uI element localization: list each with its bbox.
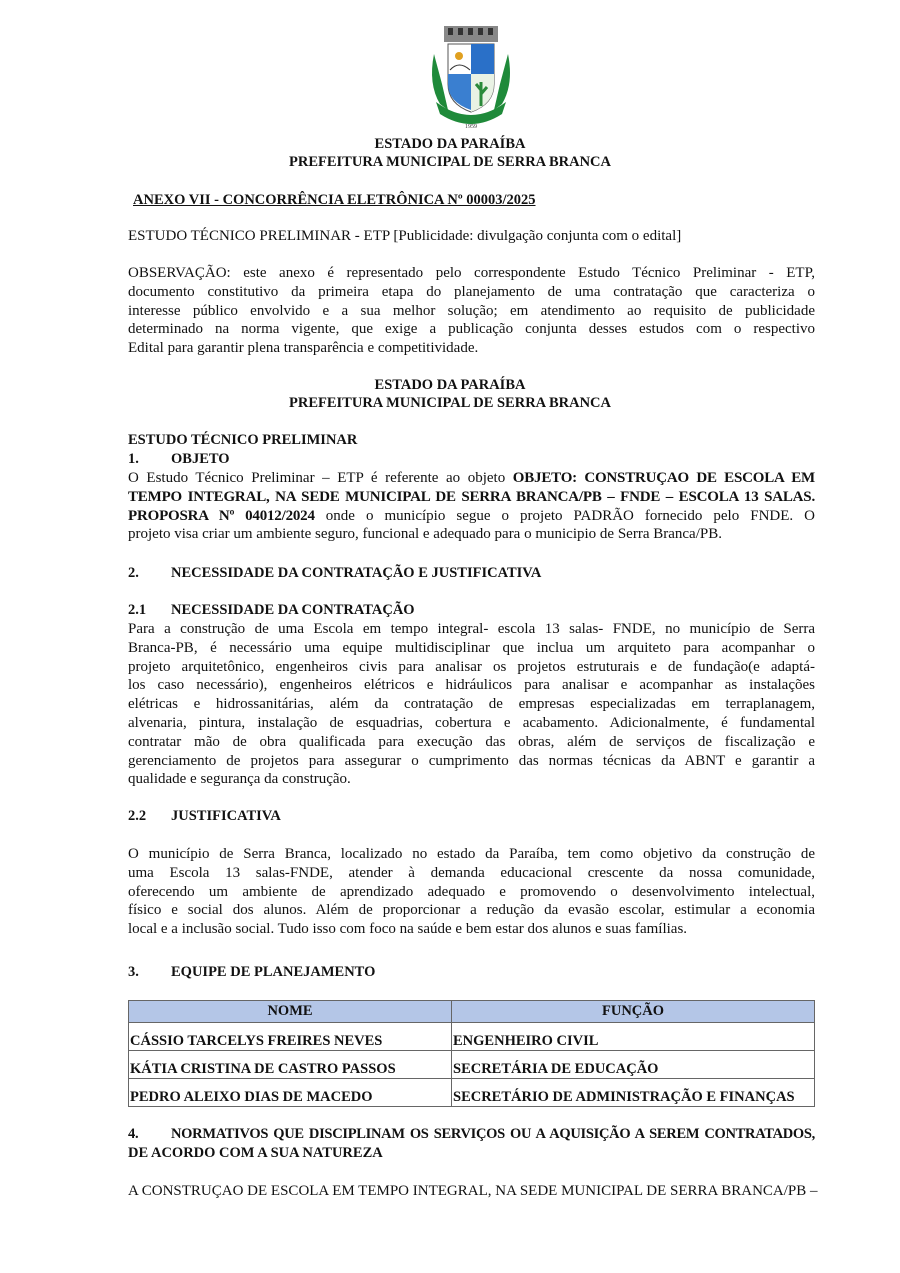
- member-function: ENGENHEIRO CIVIL: [452, 1023, 815, 1051]
- municipal-coat-of-arms-logo: [426, 24, 516, 132]
- header-block-2: [0, 376, 900, 412]
- section-1-paragraph: [128, 469, 815, 544]
- state-name: ESTADO DA PARAÍBA: [374, 136, 526, 152]
- text-line: alvenaria, pintura, instalação de esquadrias, cobertura e acabamento. Adicionalmente, é fundamental: [128, 714, 815, 731]
- etp-title: ESTUDO TÉCNICO PRELIMINAR: [128, 432, 358, 448]
- planning-team-table: [128, 1000, 815, 1107]
- text-line: [128, 469, 815, 488]
- municipality-name: PREFEITURA MUNICIPAL DE SERRA BRANCA: [289, 395, 611, 411]
- bold-text-span: OBJETO: CONSTRUÇAO DE ESCOLA EM: [512, 470, 815, 486]
- text-line: projeto arquitetônico, engenheiros civis para analisar os projetos estruturais e de fundação(e adaptá-: [128, 658, 815, 675]
- text-line: Edital para garantir plena transparência e competitividade.: [128, 340, 479, 357]
- section-2-1-paragraph: [128, 620, 815, 789]
- section-3-heading: [128, 963, 375, 982]
- text-line: Para a construção de uma Escola em tempo integral- escola 13 salas- FNDE, no município de Serra: [128, 621, 815, 637]
- text-line: uma Escola 13 salas-FNDE, atender à demanda educacional crescente da nossa comunidade,: [128, 864, 815, 881]
- text-line: elétricas e hidrossanitárias, além da contratação de empresas especializadas em terraplanagem,: [128, 696, 815, 713]
- column-header-function: FUNÇÃO: [452, 1001, 815, 1023]
- member-name: PEDRO ALEIXO DIAS DE MACEDO: [129, 1079, 452, 1107]
- text-line: físico e social dos alunos. Além de proporcionar a redução da evasão escolar, estimular a economia: [128, 902, 815, 919]
- table-header-row: [129, 1001, 815, 1023]
- annex-title: ANEXO VII - CONCORRÊNCIA ELETRÔNICA Nº 00003/2025: [133, 192, 536, 208]
- section-2-2-paragraph: [128, 845, 815, 939]
- text-line: oferecendo um ambiente de aprendizado adequado e promovendo o desenvolvimento intelectual,: [128, 883, 815, 900]
- text-line: gerenciamento de projetos para assegurar o cumprimento das normas técnicas da ABNT e garantir a: [128, 752, 815, 769]
- header-block-1: [0, 135, 900, 171]
- bold-text-span: TEMPO INTEGRAL, NA SEDE MUNICIPAL DE SERRA BRANCA/PB – FNDE – ESCOLA 13 SALAS.: [128, 488, 815, 505]
- member-name: CÁSSIO TARCELYS FREIRES NEVES: [129, 1023, 452, 1051]
- section-2-2-heading: [128, 807, 281, 826]
- section-title-continued: DE ACORDO COM A SUA NATUREZA: [128, 1144, 383, 1161]
- text-line: local e a inclusão social. Tudo isso com foco na saúde e bem estar dos alunos e suas famílias.: [128, 921, 688, 938]
- text-line: O município de Serra Branca, localizado no estado da Paraíba, tem como objetivo da construção de: [128, 846, 815, 862]
- text-line: determinado na norma vigente, que exige a publicação conjunta desses estudos com o respectivo: [128, 321, 815, 338]
- text-line: contratar mão de obra qualificada para execução das obras, além de serviços de fiscalização e: [128, 733, 815, 750]
- text-line: projeto visa criar um ambiente seguro, funcional e adequado para o municipio de Serra Branca/PB.: [128, 526, 722, 543]
- section-title: JUSTIFICATIVA: [171, 808, 281, 824]
- text-line: interesse público envolvido e a sua melhor solução; em atendimento ao requisito de publicidade: [128, 302, 815, 319]
- section-number: 4.: [128, 1126, 139, 1142]
- member-function: SECRETÁRIO DE ADMINISTRAÇÃO E FINANÇAS: [452, 1079, 815, 1107]
- section-title: NECESSIDADE DA CONTRATAÇÃO E JUSTIFICATIVA: [171, 565, 542, 581]
- text-line: [128, 488, 815, 507]
- section-number: 2.: [128, 565, 139, 581]
- column-header-name: NOME: [129, 1001, 452, 1023]
- table-row: [129, 1079, 815, 1107]
- heading-line: [128, 1125, 815, 1144]
- section-4-heading: [128, 1125, 815, 1163]
- bold-text-span: PROPOSRA Nº 04012/2024: [128, 507, 315, 524]
- text-line: qualidade e segurança da construção.: [128, 771, 351, 788]
- section-2-1-heading: [128, 601, 415, 620]
- section-4-text: A CONSTRUÇAO DE ESCOLA EM TEMPO INTEGRAL, NA SEDE MUNICIPAL DE SERRA BRANCA/PB –: [128, 1183, 818, 1199]
- section-2-heading: [128, 564, 541, 583]
- section-number: 2.1: [128, 602, 147, 618]
- section-title: NECESSIDADE DA CONTRATAÇÃO: [171, 602, 415, 618]
- section-number: 2.2: [128, 808, 147, 824]
- observation-paragraph: [128, 264, 815, 358]
- text-line: OBSERVAÇÃO: este anexo é representado pelo correspondente Estudo Técnico Preliminar - ETP,: [128, 265, 815, 281]
- text-line: [128, 507, 815, 526]
- municipality-name: PREFEITURA MUNICIPAL DE SERRA BRANCA: [289, 154, 611, 170]
- text-span: onde o município segue o projeto PADRÃO fornecido pelo FNDE. O: [314, 507, 815, 524]
- text-line: los caso necessário), engenheiros elétricos e hidráulicos para analisar e acompanhar as instalações: [128, 677, 815, 694]
- etp-publicity-line: ESTUDO TÉCNICO PRELIMINAR - ETP [Publicidade: divulgação conjunta com o edital]: [128, 228, 682, 244]
- section-title: NORMATIVOS QUE DISCIPLINAM OS SERVIÇOS OU A AQUISIÇÃO A SEREM CONTRATADOS,: [171, 1126, 815, 1142]
- table-row: [129, 1023, 815, 1051]
- member-function: SECRETÁRIA DE EDUCAÇÃO: [452, 1051, 815, 1079]
- member-name: KÁTIA CRISTINA DE CASTRO PASSOS: [129, 1051, 452, 1079]
- text-line: Branca-PB, é necessário uma equipe multidisciplinar que inclua um arquiteto para acompanhar o: [128, 639, 815, 656]
- section-1-heading: [128, 450, 230, 469]
- text-span: O Estudo Técnico Preliminar – ETP é referente ao objeto: [128, 470, 513, 486]
- section-title: OBJETO: [171, 451, 230, 467]
- table-row: [129, 1051, 815, 1079]
- section-title: EQUIPE DE PLANEJAMENTO: [171, 964, 376, 980]
- text-line: documento constitutivo da primeira etapa do planejamento de uma contratação que caracteriza o: [128, 283, 815, 300]
- svg-text:1959: 1959: [465, 124, 477, 130]
- section-number: 3.: [128, 964, 139, 980]
- state-name: ESTADO DA PARAÍBA: [374, 377, 526, 393]
- section-number: 1.: [128, 451, 139, 467]
